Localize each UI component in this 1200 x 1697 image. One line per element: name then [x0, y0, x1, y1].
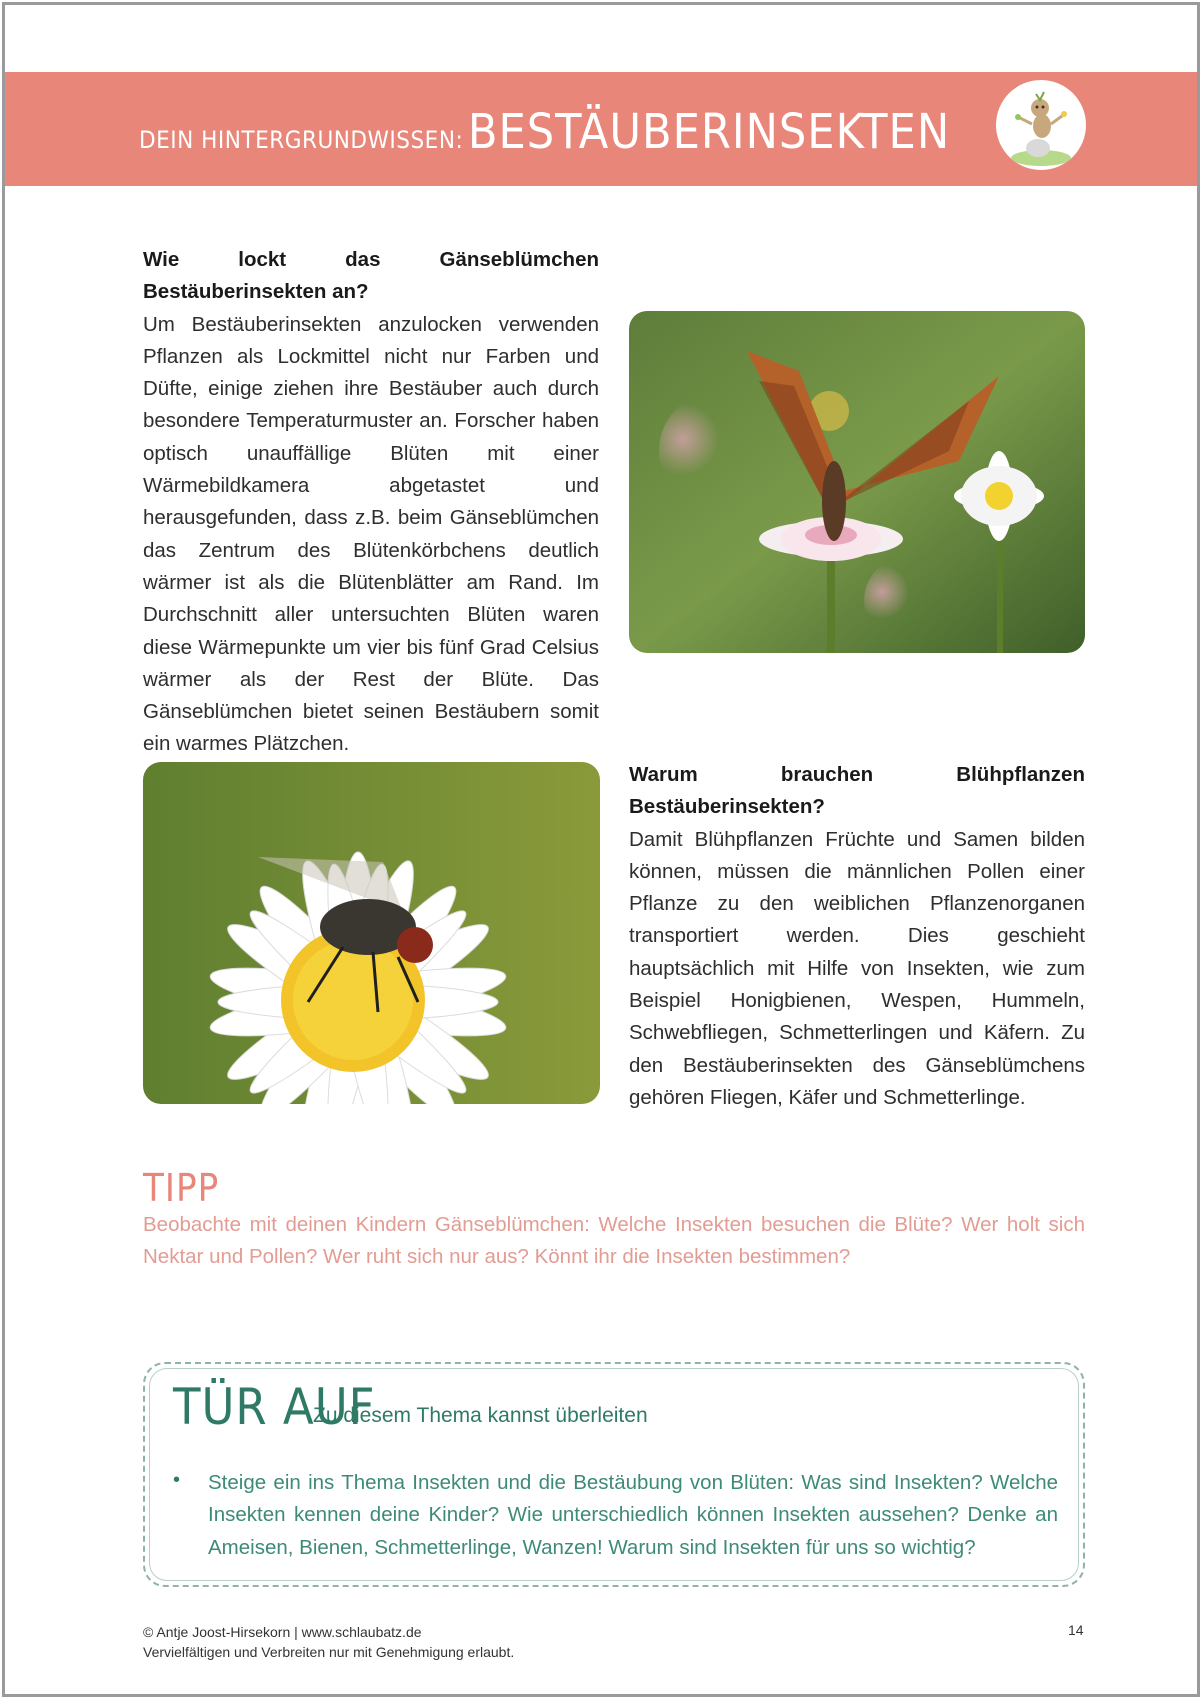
tuer-auf-bullet-text: Steige ein ins Thema Insekten und die Bestäubung von Blüten: Was sind Insekten? Welche Insekten kennen deine Kinder? Wie unterschiedlich können Insekten aussehen? Denke an Ameisen, Bienen, Schmetterlinge, Wanzen! Warum sind Insekten für uns so wichtig?	[208, 1471, 1058, 1559]
section-why-pollinators	[629, 759, 1085, 1114]
butterfly-on-daisy-image	[629, 311, 1085, 653]
tipp-heading: TIPP	[143, 1166, 220, 1210]
bullet-icon: •	[173, 1469, 181, 1491]
section-pollinator-attraction	[143, 244, 599, 761]
page-number: 14	[1068, 1622, 1084, 1638]
butterfly-photo	[629, 311, 1085, 653]
section2-heading: Warum brauchen Blühpflanzen Bestäuberinsekten?	[629, 763, 1085, 819]
title-main: BESTÄUBERINSEKTEN	[467, 104, 951, 160]
footer-notice: Vervielfältigen und Verbreiten nur mit Genehmigung erlaubt.	[143, 1644, 515, 1660]
mascot-icon	[996, 80, 1086, 170]
tuer-auf-subheading: Zu diesem Thema kannst überleiten	[313, 1404, 648, 1427]
tipp-text: Beobachte mit deinen Kindern Gänseblümchen: Welche Insekten besuchen die Blüte? Wer holt sich Nektar und Pollen? Wer ruht sich nur aus? Könnt ihr die Insekten bestimmen?	[143, 1213, 1085, 1269]
page-title	[139, 104, 950, 160]
section1-body: Um Bestäuberinsekten anzulocken verwenden Pflanzen als Lockmittel nicht nur Farben und Düfte, einige ziehen ihre Bestäuber auch durch besondere Temperaturmuster an. Forscher haben optisch unauffällige Blüten mit einer Wärmebildkamera abgetastet und herausgefunden, dass z.B. beim Gänseblümchen das Zentrum des Blütenkörbchens deutlich wärmer ist als die Blütenblätter am Rand. Im Durchschnitt aller untersuchten Blüten waren diese Wärmepunkte um vier bis fünf Grad Celsius wärmer als der Rest der Blüte. Das Gänseblümchen bietet seinen Bestäubern somit ein warmes Plätzchen.	[143, 312, 599, 756]
fly-on-daisy-image	[143, 762, 600, 1104]
footer-copyright: © Antje Joost-Hirsekorn | www.schlaubatz.de	[143, 1624, 422, 1640]
footer	[143, 1622, 514, 1662]
fly-photo	[143, 762, 600, 1104]
title-prefix: DEIN HINTERGRUNDWISSEN:	[139, 126, 464, 154]
mascot-logo	[996, 80, 1086, 170]
section1-heading: Wie lockt das Gänseblümchen Bestäuberinsekten an?	[143, 248, 599, 304]
tuer-auf-heading: TÜR AUF	[173, 1378, 376, 1436]
section2-body: Damit Blühpflanzen Früchte und Samen bilden können, müssen die männlichen Pollen einer Pflanze zu den weiblichen Pflanzenorganen transportiert werden. Dies geschieht hauptsächlich mit Hilfe von Insekten, wie zum Beispiel Honigbienen, Wespen, Hummeln, Schwebfliegen, Schmetterlingen und Käfern. Zu den Bestäuberinsekten des Gänseblümchens gehören Fliegen, Käfer und Schmetterlinge.	[629, 827, 1085, 1109]
